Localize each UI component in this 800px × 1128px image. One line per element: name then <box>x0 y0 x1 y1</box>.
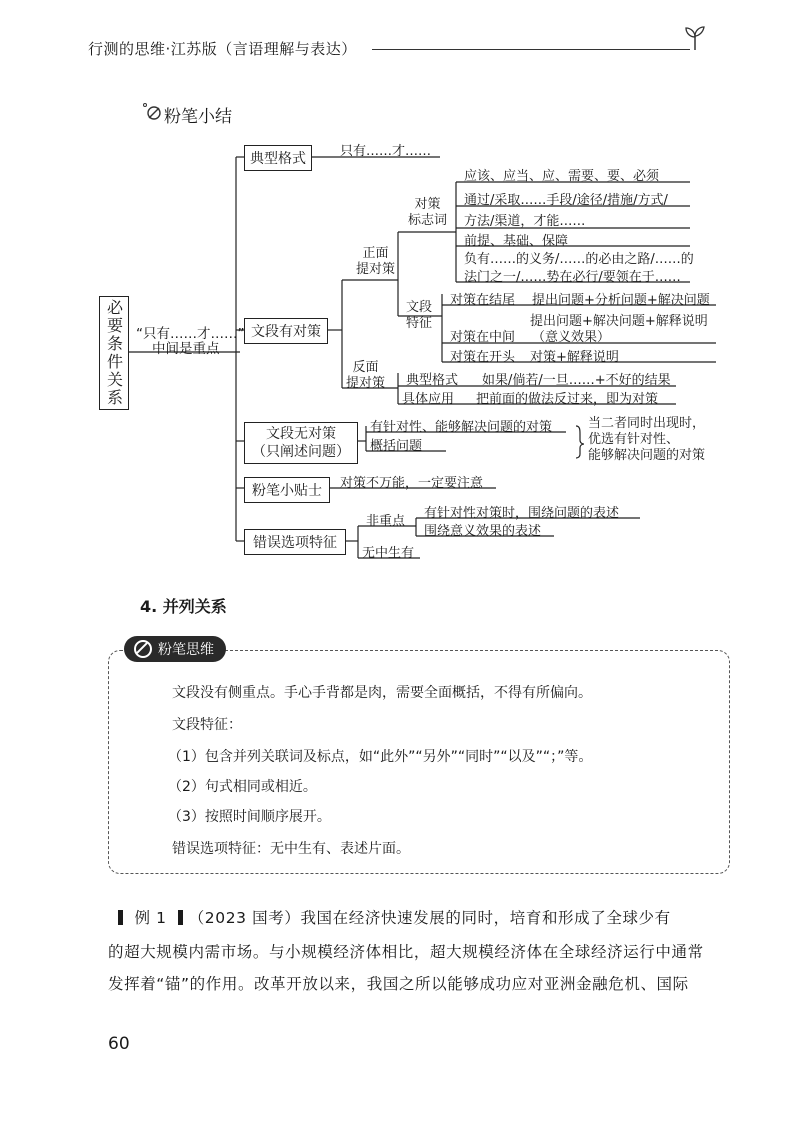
example-mark-left <box>118 910 123 925</box>
no-solution-note-2: 优选有针对性、 <box>588 432 680 447</box>
node-features-line2: 特征 <box>406 316 433 331</box>
example-line-3: 发挥着“锚”的作用。改革开放以来，我国之所以能够成功应对亚洲金融危机、国际 <box>108 975 689 993</box>
wrong-leaf-1: 有针对性对策时，围绕问题的表述 <box>424 506 620 521</box>
kw-item-1: 应该、应当、应、需要、要、必须 <box>464 169 660 184</box>
node-tips <box>244 477 330 503</box>
node-sublabel: （只阐述问题） <box>252 444 350 460</box>
thinking-line-3: （1）包含并列关联词及标点，如“此外”“另外”“同时”“以及”“；”等。 <box>168 749 593 765</box>
mindmap-root: 必要条件关系 <box>99 296 129 410</box>
node-label: 典型格式 <box>250 151 306 167</box>
wrong-key-2: 无中生有 <box>362 546 415 561</box>
kw-item-4: 前提、基础、保障 <box>464 234 569 249</box>
thinking-line-4: （2）句式相同或相近。 <box>168 779 317 795</box>
node-negative <box>346 360 385 392</box>
node-label: 文段无对策 <box>266 426 336 442</box>
example-mark-right <box>178 910 183 925</box>
thinking-line-5: （3）按照时间顺序展开。 <box>168 809 331 825</box>
node-positive <box>356 246 395 278</box>
feature-value-3: 对策+解释说明 <box>530 350 619 365</box>
wrong-key-1: 非重点 <box>366 514 406 529</box>
feature-value-2: 提出问题+解决问题+解释说明 <box>530 314 708 329</box>
no-solution-note-1: 当二者同时出现时， <box>588 416 706 431</box>
tips-leaf: 对策不万能，一定要注意 <box>340 476 484 491</box>
node-keywords <box>408 197 447 229</box>
root-note-2: 中间是重点 <box>152 341 220 357</box>
thinking-line-1: 文段没有侧重点。手心手背都是肉，需要全面概括，不得有所偏向。 <box>172 685 592 701</box>
node-label: 错误选项特征 <box>253 535 337 551</box>
feature-key-1: 对策在结尾 <box>450 293 516 308</box>
no-solution-note-3: 能够解决问题的对策 <box>588 448 706 463</box>
thinking-line-6: 错误选项特征：无中生有、表述片面。 <box>172 841 410 857</box>
node-label: 粉笔小贴士 <box>252 483 322 499</box>
no-symbol-icon <box>134 640 152 658</box>
example-line-1 <box>118 906 671 928</box>
wrong-leaf-2: 围绕意义效果的表述 <box>424 524 542 539</box>
node-keywords-line2: 标志词 <box>408 213 448 228</box>
node-no-solution <box>244 422 358 464</box>
kw-item-3: 方法/渠道，才能…… <box>464 214 586 229</box>
kw-item-2: 通过/采取……手段/途径/措施/方式/ <box>464 193 668 208</box>
node-features <box>406 300 432 332</box>
no-solution-leaf-1: 有针对性、能够解决问题的对策 <box>370 420 553 435</box>
node-positive-line2: 提对策 <box>356 262 396 277</box>
example-label: 例 1 <box>134 909 167 927</box>
thinking-tag <box>124 636 226 662</box>
node-negative-line1: 反面 <box>352 360 379 375</box>
neg-value-1: 如果/倘若/一旦……+不好的结果 <box>482 373 671 388</box>
node-wrong-options <box>244 529 346 555</box>
feature-key-2: 对策在中间 <box>450 330 516 345</box>
feature-value-1: 提出问题+分析问题+解决问题 <box>532 293 710 308</box>
neg-key-1: 典型格式 <box>406 373 459 388</box>
node-keywords-line1: 对策 <box>414 197 441 212</box>
thinking-line-2: 文段特征： <box>172 717 242 733</box>
subsection-title: 4. 并列关系 <box>140 597 227 616</box>
feature-value-2b: （意义效果） <box>532 330 611 345</box>
node-typical-format <box>244 145 312 171</box>
running-header: 行测的思维·江苏版（言语理解与表达） <box>88 40 357 58</box>
root-note: “只有……才……” <box>136 326 245 342</box>
node-positive-line1: 正面 <box>362 246 389 261</box>
page-number: 60 <box>108 1034 130 1054</box>
feature-key-3: 对策在开头 <box>450 350 516 365</box>
node-negative-line2: 提对策 <box>346 376 386 391</box>
kw-item-5: 负有……的义务/……的必由之路/……的 <box>464 252 694 267</box>
section-title: 粉笔小结 <box>164 107 232 127</box>
no-solution-leaf-2: 概括问题 <box>370 439 423 454</box>
example-text-1: （2023 国考）我国在经济快速发展的同时，培育和形成了全球少有 <box>188 909 671 927</box>
neg-key-2: 具体应用 <box>402 392 455 407</box>
thinking-tag-label: 粉笔思维 <box>158 642 214 658</box>
node-has-solution <box>244 318 328 344</box>
example-line-2: 的超大规模内需市场。与小规模经济体相比，超大规模经济体在全球经济运行中通常 <box>108 943 704 961</box>
leaf-typical-format: 只有……才…… <box>340 144 432 159</box>
kw-item-6: 法门之一/……势在必行/要领在于…… <box>464 270 681 285</box>
neg-value-2: 把前面的做法反过来，即为对策 <box>476 392 659 407</box>
node-label: 文段有对策 <box>251 324 321 340</box>
node-features-line1: 文段 <box>406 300 433 315</box>
